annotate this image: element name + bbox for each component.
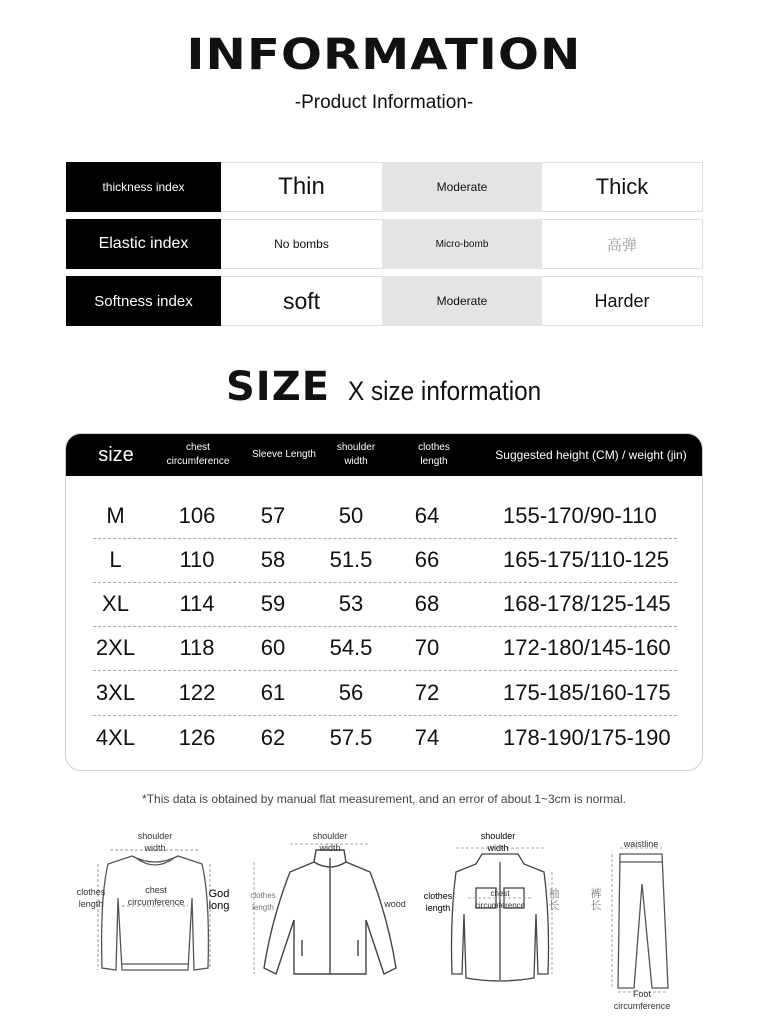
cell-sleeve: 62 bbox=[260, 725, 286, 750]
label-shoulder: shoulder width bbox=[312, 831, 348, 853]
info-option: soft bbox=[221, 276, 382, 326]
label-clothes-length: clothes length bbox=[250, 891, 276, 912]
sweater-outline-icon bbox=[70, 828, 240, 1018]
cell-length: 74 bbox=[414, 725, 440, 750]
info-label: Softness index bbox=[66, 276, 221, 326]
sweater-diagram bbox=[70, 828, 240, 1018]
label-chest: chest circumference bbox=[474, 889, 526, 910]
cell-size: XL bbox=[102, 591, 129, 616]
info-label: Elastic index bbox=[66, 219, 221, 269]
cell-chest: 118 bbox=[179, 635, 215, 660]
pants-diagram bbox=[586, 828, 696, 1018]
shirt-outline-icon bbox=[420, 828, 580, 1018]
header-chest: chest circumference bbox=[166, 442, 230, 467]
info-row-softness bbox=[66, 276, 703, 326]
info-row-thickness bbox=[66, 162, 703, 212]
cell-shoulder: 50 bbox=[338, 503, 364, 528]
page-subtitle: -Product Information- bbox=[294, 92, 474, 113]
cell-sleeve: 58 bbox=[260, 547, 286, 572]
cell-sleeve: 61 bbox=[260, 680, 286, 705]
label-sleeve: wood bbox=[384, 899, 406, 909]
cell-sleeve: 59 bbox=[260, 591, 286, 616]
cell-chest: 106 bbox=[178, 503, 216, 528]
table-row bbox=[93, 582, 677, 627]
cell-size: 4XL bbox=[95, 725, 136, 750]
info-option: Moderate bbox=[382, 162, 542, 212]
cell-shoulder: 56 bbox=[338, 680, 364, 705]
header-suggested: Suggested height (CM) / weight (jin) bbox=[495, 448, 687, 462]
info-row-elastic bbox=[66, 219, 703, 269]
info-option: 高弹 bbox=[542, 219, 703, 269]
cell-length: 70 bbox=[414, 635, 440, 660]
cell-length: 64 bbox=[414, 503, 440, 528]
table-row bbox=[93, 538, 677, 583]
info-option: Thin bbox=[221, 162, 382, 212]
label-waist: waistline bbox=[623, 839, 659, 849]
cell-length: 72 bbox=[414, 680, 440, 705]
jacket-diagram bbox=[248, 828, 413, 1018]
cell-chest: 122 bbox=[178, 680, 216, 705]
cell-size: L bbox=[109, 547, 122, 572]
cell-chest: 114 bbox=[179, 591, 215, 616]
label-sleeve: 袖长 bbox=[548, 888, 560, 912]
cell-suggested: 175-185/160-175 bbox=[503, 680, 671, 705]
info-label: thickness index bbox=[66, 162, 221, 212]
info-option: Harder bbox=[542, 276, 703, 326]
size-heading: SIZE bbox=[226, 364, 331, 410]
page-title: INFORMATION bbox=[186, 30, 582, 80]
cell-shoulder: 57.5 bbox=[329, 725, 373, 750]
info-option: Moderate bbox=[382, 276, 542, 326]
shirt-diagram bbox=[420, 828, 580, 1018]
info-option: No bombs bbox=[221, 219, 382, 269]
cell-shoulder: 53 bbox=[338, 591, 364, 616]
label-chest: chest circumference bbox=[127, 885, 185, 907]
table-header bbox=[66, 434, 702, 476]
cell-suggested: 168-178/125-145 bbox=[503, 591, 671, 616]
table-row bbox=[93, 626, 677, 671]
cell-chest: 126 bbox=[178, 725, 216, 750]
cell-size: 2XL bbox=[95, 635, 136, 660]
table-row bbox=[93, 494, 677, 539]
cell-shoulder: 54.5 bbox=[329, 635, 373, 660]
info-option: Thick bbox=[542, 162, 703, 212]
cell-sleeve: 60 bbox=[260, 635, 286, 660]
cell-chest: 110 bbox=[179, 547, 215, 572]
header-size: size bbox=[98, 444, 134, 466]
label-shoulder: shoulder width bbox=[137, 831, 173, 853]
cell-sleeve: 57 bbox=[260, 503, 286, 528]
label-foot: Foot circumference bbox=[613, 989, 671, 1011]
cell-size: M bbox=[106, 503, 125, 528]
header-shoulder: shoulder width bbox=[336, 442, 376, 467]
header-sleeve: Sleeve Length bbox=[252, 449, 316, 460]
cell-length: 66 bbox=[414, 547, 440, 572]
label-clothes-length: clothes length bbox=[423, 891, 453, 913]
cell-suggested: 165-175/110-125 bbox=[503, 547, 669, 572]
jacket-outline-icon bbox=[248, 828, 413, 1018]
size-table bbox=[65, 433, 703, 771]
cell-suggested: 155-170/90-110 bbox=[503, 503, 657, 528]
label-pant-length: 裤长 bbox=[590, 888, 602, 912]
cell-length: 68 bbox=[414, 591, 440, 616]
cell-size: 3XL bbox=[95, 680, 136, 705]
header-length: clothes length bbox=[418, 442, 450, 467]
cell-suggested: 178-190/175-190 bbox=[503, 725, 671, 750]
table-row bbox=[93, 716, 677, 760]
measurement-note: *This data is obtained by manual flat measurement, and an error of about 1~3cm is normal. bbox=[142, 792, 626, 806]
label-clothes-length: clothes length bbox=[76, 887, 106, 909]
table-row bbox=[93, 671, 677, 716]
label-shoulder: shoulder width bbox=[480, 831, 516, 853]
size-heading-subtitle: X size information bbox=[348, 376, 542, 406]
info-option: Micro-bomb bbox=[382, 219, 542, 269]
cell-shoulder: 51.5 bbox=[329, 547, 373, 572]
label-sleeve: God long bbox=[208, 888, 230, 912]
cell-suggested: 172-180/145-160 bbox=[503, 635, 671, 660]
